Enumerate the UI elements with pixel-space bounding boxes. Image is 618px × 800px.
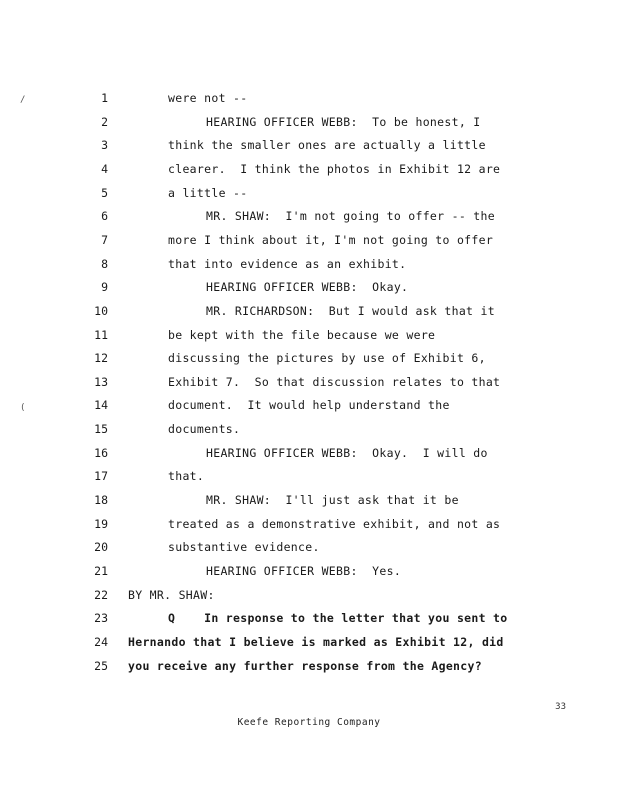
line-number: 7: [101, 232, 108, 247]
line-number: 9: [101, 280, 108, 295]
transcript-line: [0, 183, 618, 203]
transcript-line: [0, 443, 618, 463]
transcript-line: [0, 656, 618, 676]
transcript-line: [0, 301, 618, 321]
line-text: document. It would help understand the: [168, 398, 450, 413]
transcript-line: [0, 206, 618, 226]
line-number: 5: [101, 185, 108, 200]
margin-mark: /: [20, 95, 26, 105]
line-text: Hernando that I believe is marked as Exhibit 12, did: [128, 634, 504, 649]
line-text: Q In response to the letter that you sent to: [168, 611, 508, 626]
line-text: be kept with the file because we were: [168, 327, 436, 342]
line-number: 23: [94, 611, 108, 626]
line-text: HEARING OFFICER WEBB: Yes.: [206, 564, 402, 578]
line-text: clearer. I think the photos in Exhibit 12 are: [168, 161, 501, 176]
transcript-line: [0, 490, 618, 510]
transcript-line: [0, 277, 618, 297]
transcript-line: [0, 466, 618, 486]
line-text: Exhibit 7. So that discussion relates to that: [168, 374, 501, 389]
line-text: substantive evidence.: [168, 540, 320, 555]
line-number: 15: [94, 422, 108, 437]
line-number: 21: [94, 564, 108, 578]
line-number: 16: [94, 445, 108, 460]
line-text: treated as a demonstrative exhibit, and not as: [168, 516, 501, 531]
line-number: 8: [101, 256, 108, 271]
line-text: a little --: [168, 185, 248, 200]
transcript-line: [0, 372, 618, 392]
transcript-line: [0, 325, 618, 345]
line-text: MR. SHAW: I'm not going to offer -- the: [206, 209, 495, 224]
line-number: 18: [94, 493, 108, 508]
line-number: 3: [101, 138, 108, 153]
line-number: 1: [101, 91, 108, 105]
line-number: 17: [94, 469, 108, 484]
line-number: 20: [94, 540, 108, 555]
line-number: 12: [94, 351, 108, 366]
transcript-line: [0, 585, 618, 605]
line-text: that into evidence as an exhibit.: [168, 256, 407, 271]
line-text: HEARING OFFICER WEBB: Okay.: [206, 280, 409, 295]
line-number: 11: [94, 327, 108, 342]
margin-mark: (: [20, 403, 26, 413]
line-text: that.: [168, 469, 205, 484]
transcript-line: [0, 88, 618, 108]
line-number: 13: [94, 374, 108, 389]
transcript-line: [0, 230, 618, 250]
transcript-line: [0, 632, 618, 652]
line-number: 19: [94, 516, 108, 531]
line-number: 10: [94, 303, 108, 318]
line-text: MR. SHAW: I'll just ask that it be: [206, 493, 459, 508]
transcript-line: [0, 537, 618, 557]
transcript-line: [0, 254, 618, 274]
line-text: documents.: [168, 422, 241, 437]
footer-reporter-name: Keefe Reporting Company: [237, 717, 381, 728]
line-text: more I think about it, I'm not going to offer: [168, 232, 494, 247]
transcript-line: [0, 395, 618, 415]
transcript-line: [0, 514, 618, 534]
line-number: 22: [94, 587, 108, 602]
line-number: 24: [94, 634, 108, 649]
line-number: 25: [94, 658, 108, 673]
transcript-line: [0, 112, 618, 132]
line-number: 6: [101, 209, 108, 224]
page-number: 33: [555, 702, 566, 712]
line-text: MR. RICHARDSON: But I would ask that it: [206, 303, 495, 318]
transcript-line: [0, 159, 618, 179]
line-text: were not --: [168, 91, 248, 105]
transcript-line: [0, 419, 618, 439]
transcript-line: [0, 561, 618, 581]
line-text: HEARING OFFICER WEBB: Okay. I will do: [206, 445, 488, 460]
line-text: discussing the pictures by use of Exhibit 6,: [168, 351, 486, 366]
line-text: HEARING OFFICER WEBB: To be honest, I: [206, 114, 481, 129]
line-text: you receive any further response from the Agency?: [128, 658, 482, 673]
transcript-line: [0, 348, 618, 368]
line-number: 14: [94, 398, 108, 413]
line-number: 4: [101, 161, 108, 176]
transcript-line: [0, 135, 618, 155]
transcript-line: [0, 608, 618, 628]
line-number: 2: [101, 114, 108, 129]
line-text: BY MR. SHAW:: [128, 587, 215, 602]
line-text: think the smaller ones are actually a little: [168, 138, 486, 153]
